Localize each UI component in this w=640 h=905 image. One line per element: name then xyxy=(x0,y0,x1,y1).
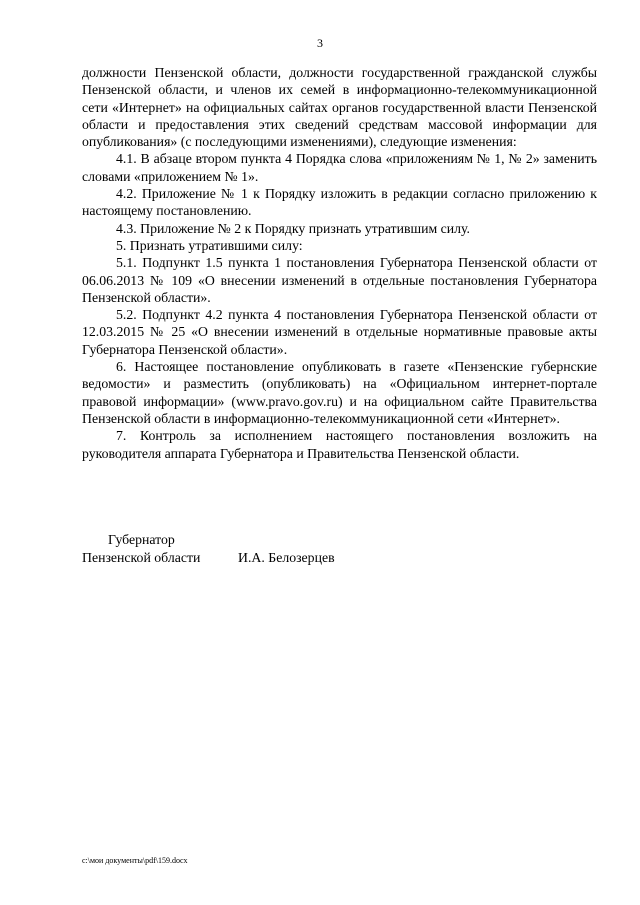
paragraph-4-3: 4.3. Приложение № 2 к Порядку признать утратившим силу. xyxy=(116,220,471,236)
document-body xyxy=(82,64,597,462)
paragraph-6: 6. Настоящее постановление опубликовать в газете «Пензенские губернские ведомости» и разместить (опубликовать) на «Официальном интернет-портале правовой информации» (www.pravo.gov.ru) и на официальном сайте Правительства Пензенской области в информационно-телекоммуникационной сети «Интернет». xyxy=(82,359,597,426)
paragraph-4-2: 4.2. Приложение № 1 к Порядку изложить в редакции согласно приложению к настоящему постановлению. xyxy=(82,186,597,219)
page-number: 3 xyxy=(317,36,323,50)
paragraph-7: 7. Контроль за исполнением настоящего постановления возложить на руководителя аппарата Губернатора и Правительства Пензенской области. xyxy=(82,428,597,461)
paragraph-5: 5. Признать утратившими силу: xyxy=(116,237,303,253)
paragraph-continuation: должности Пензенской области, должности государственной гражданской службы Пензенской области, и членов их семей в информационно-телекоммуникационной сети «Интернет» на официальных сайтах органов государственной власти Пензенской области и предоставления этих сведений средствам массовой информации для опубликования» (с последующими изменениями), следующие изменения: xyxy=(82,65,597,150)
signature-name: И.А. Белозерцев xyxy=(238,550,335,565)
paragraph-4-1: 4.1. В абзаце втором пункта 4 Порядка слова «приложениям № 1, № 2» заменить словами «приложением № 1». xyxy=(82,151,597,184)
signature-title-line1: Губернатор xyxy=(108,532,175,547)
footer-file-path: c:\мои документы\pdf\159.docx xyxy=(82,856,188,865)
signature-title-line2: Пензенской области xyxy=(82,550,201,565)
paragraph-5-1: 5.1. Подпункт 1.5 пункта 1 постановления Губернатора Пензенской области от 06.06.2013 № 109 «О внесении изменений в отдельные постановления Губернатора Пензенской области». xyxy=(82,255,597,305)
paragraph-5-2: 5.2. Подпункт 4.2 пункта 4 постановления Губернатора Пензенской области от 12.03.2015 № 25 «О внесении изменений в отдельные нормативные правовые акты Губернатора Пензенской области». xyxy=(82,307,597,357)
